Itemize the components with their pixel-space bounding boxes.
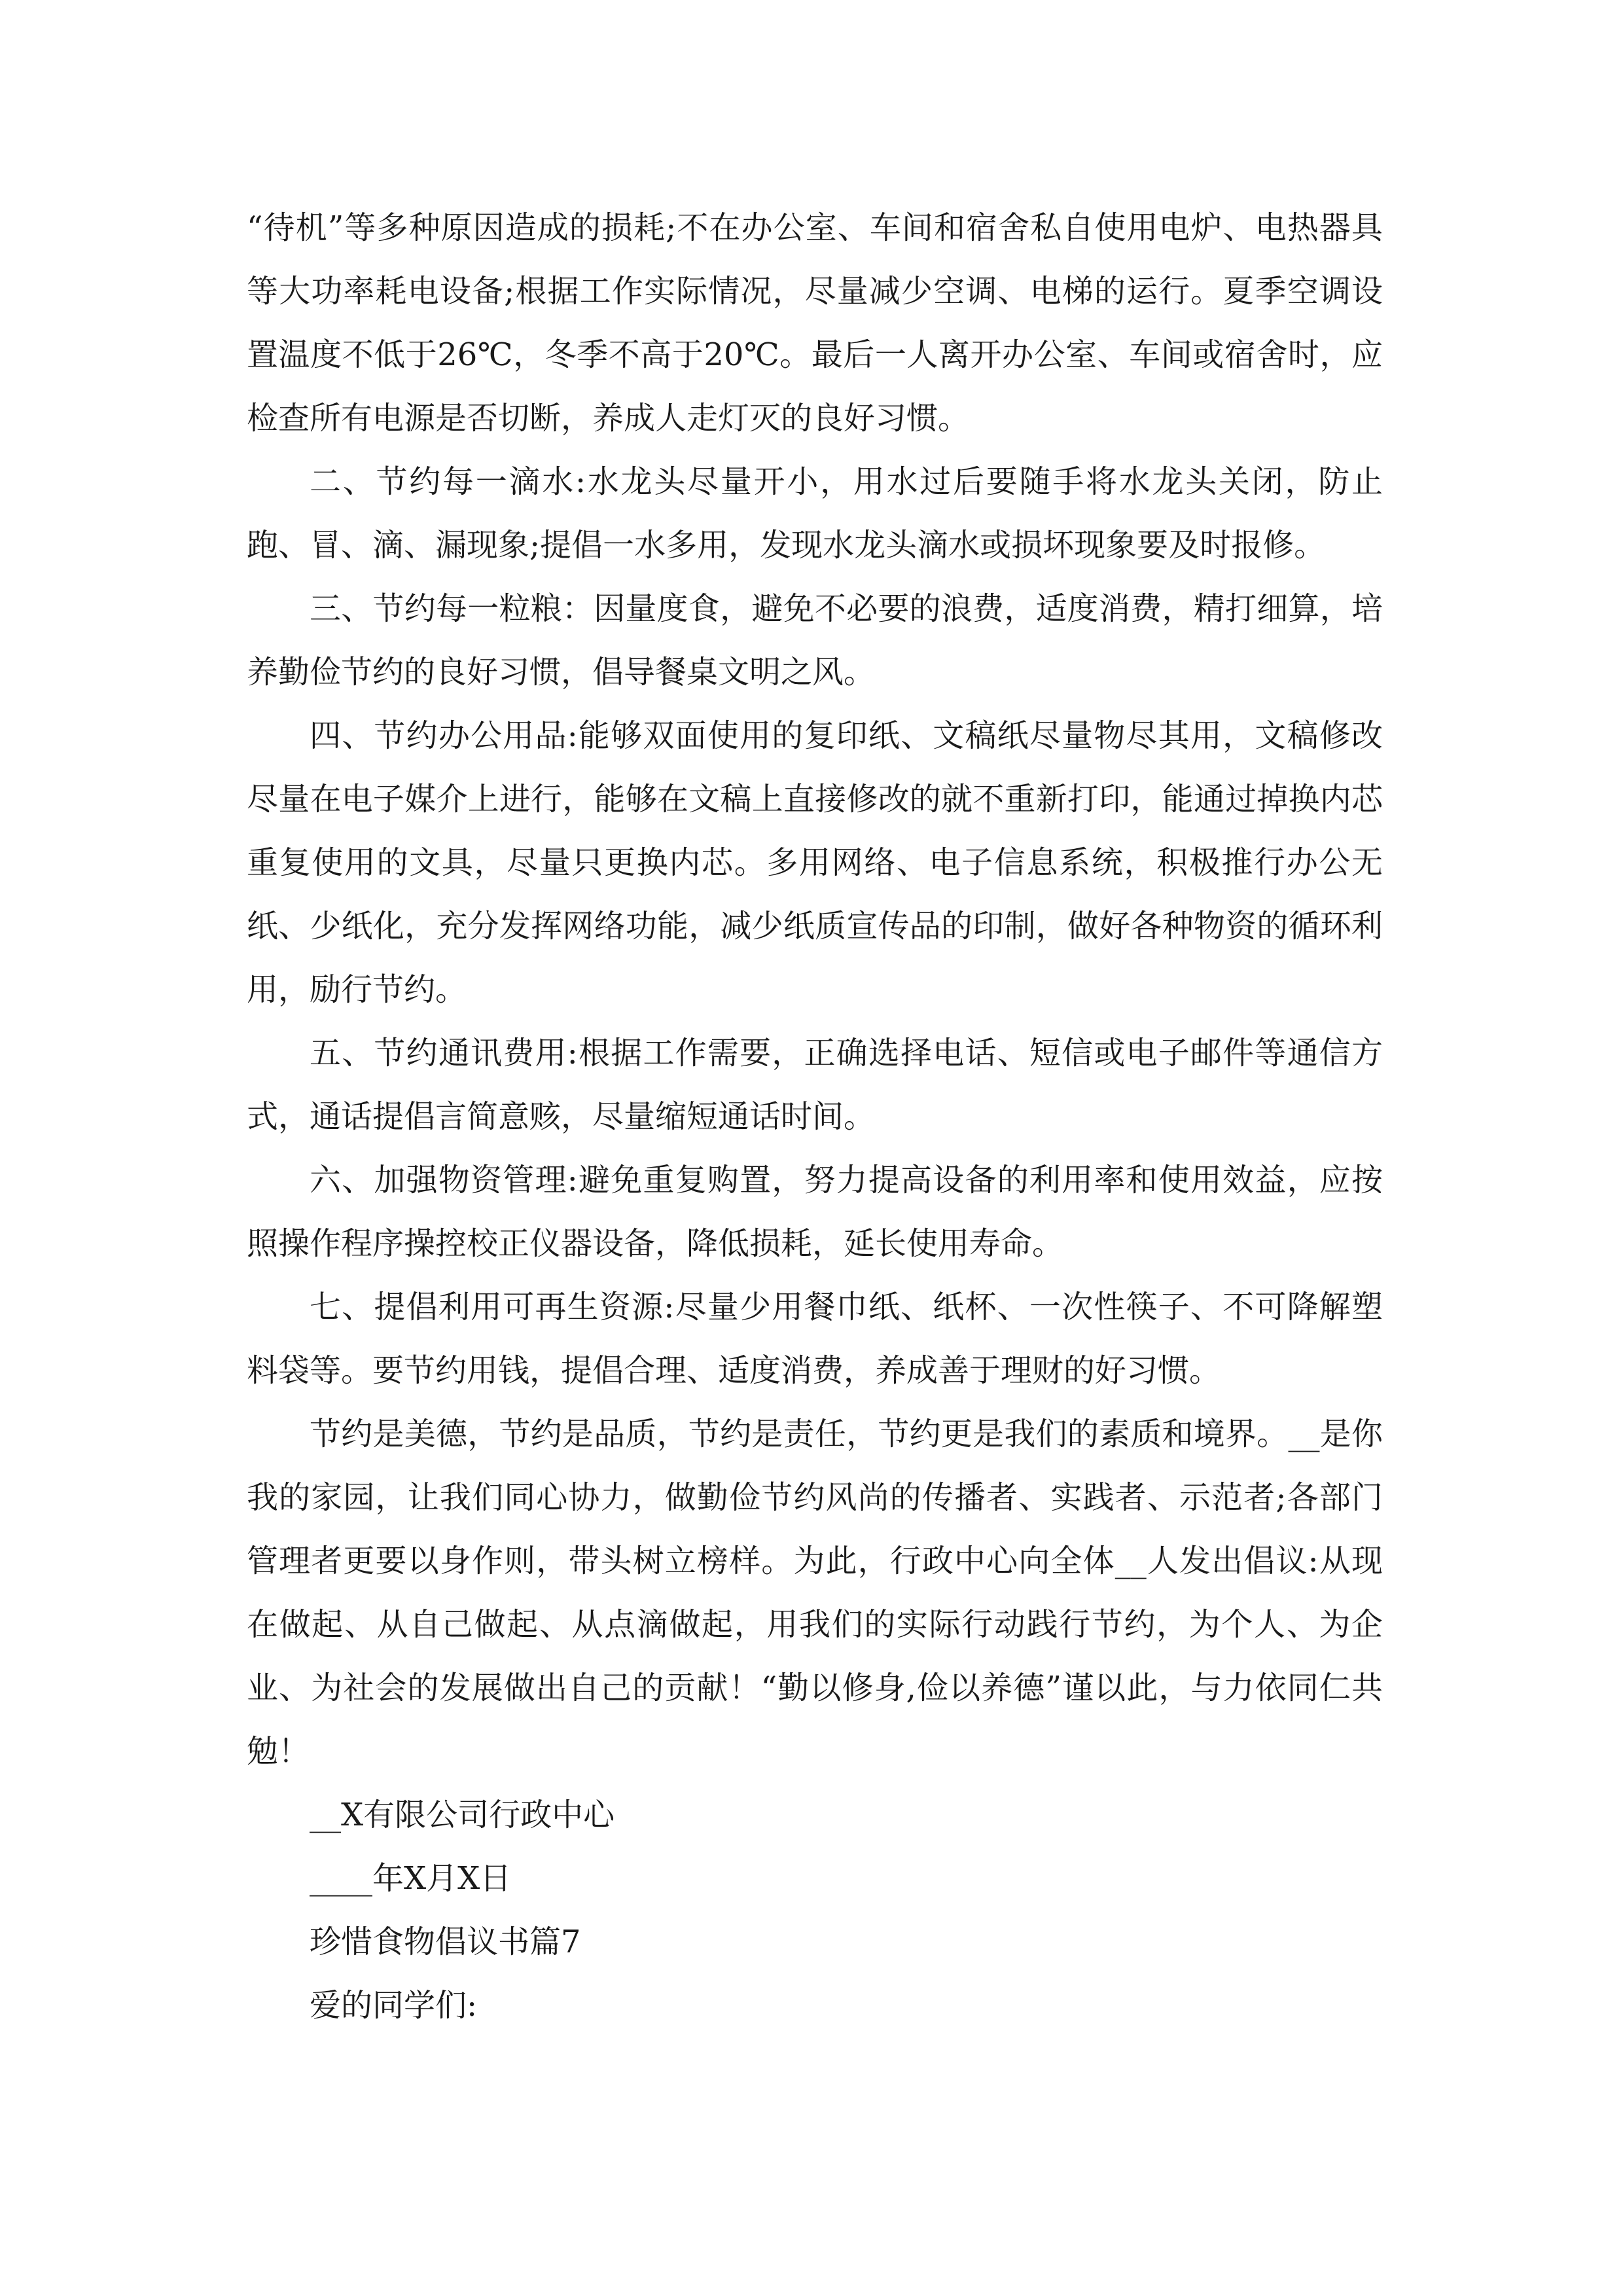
paragraph-save-food: 三、节约每一粒粮：因量度食，避免不必要的浪费，适度消费，精打细算，培养勤俭节约的良好习惯，倡导餐桌文明之风。 — [247, 590, 1383, 691]
section-title: 珍惜食物倡议书篇7 — [310, 1924, 581, 1960]
document-page — [247, 196, 1383, 2037]
paragraph-closing: 节约是美德，节约是品质，节约是责任，节约更是我们的素质和境界。__是你我的家园，让我们同心协力，做勤俭节约风尚的传播者、实践者、示范者;各部门管理者更要以身作则，带头树立榜样。为此，行政中心向全体__人发出倡议:从现在做起、从自己做起、从点滴做起，用我们的实际行动践行节约，为个人、为企业、为社会的发展做出自己的贡献！“勤以修身,俭以养德”谨以此，与力依同仁共勉！ — [247, 1416, 1383, 1770]
paragraph-save-communication: 五、节约通讯费用:根据工作需要，正确选择电话、短信或电子邮件等通信方式，通话提倡言简意赅，尽量缩短通话时间。 — [247, 1035, 1383, 1135]
paragraph-renewable-resources: 七、提倡利用可再生资源:尽量少用餐巾纸、纸杯、一次性筷子、不可降解塑料袋等。要节约用钱，提倡合理、适度消费，养成善于理财的好习惯。 — [247, 1289, 1383, 1389]
paragraph-save-office-supplies: 四、节约办公用品:能够双面使用的复印纸、文稿纸尽量物尽其用，文稿修改尽量在电子媒介上进行，能够在文稿上直接修改的就不重新打印，能通过掉换内芯重复使用的文具，尽量只更换内芯。多用网络、电子信息系统，积极推行办公无纸、少纸化，充分发挥网络功能，减少纸质宣传品的印制，做好各种物资的循环利用，励行节约。 — [247, 717, 1383, 1008]
signature-date: ____年X月X日 — [310, 1860, 512, 1897]
salutation: 爱的同学们: — [310, 1987, 478, 2024]
paragraph-continuation: “待机”等多种原因造成的损耗;不在办公室、车间和宿舍私自使用电炉、电热器具等大功率耗电设备;根据工作实际情况，尽量减少空调、电梯的运行。夏季空调设置温度不低于26℃，冬季不高于20℃。最后一人离开办公室、车间或宿舍时，应检查所有电源是否切断，养成人走灯灭的良好习惯。 — [247, 209, 1383, 437]
signature-organization: __X有限公司行政中心 — [310, 1797, 615, 1833]
paragraph-save-water: 二、节约每一滴水:水龙头尽量开小，用水过后要随手将水龙头关闭，防止跑、冒、滴、漏现象;提倡一水多用，发现水龙头滴水或损坏现象要及时报修。 — [247, 463, 1383, 564]
paragraph-material-management: 六、加强物资管理:避免重复购置，努力提高设备的利用率和使用效益，应按照操作程序操控校正仪器设备，降低损耗，延长使用寿命。 — [247, 1162, 1383, 1262]
